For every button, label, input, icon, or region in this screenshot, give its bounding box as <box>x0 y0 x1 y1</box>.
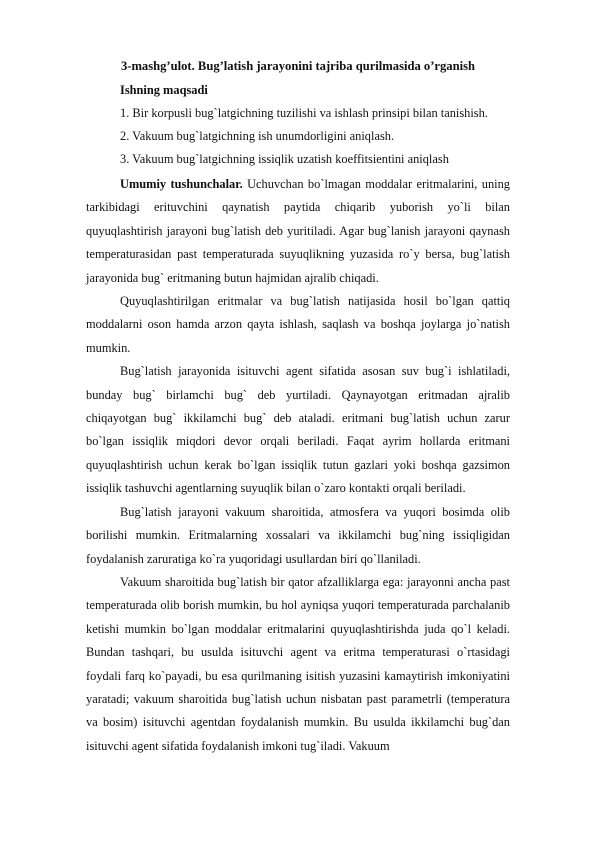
document-body <box>86 173 510 758</box>
concepts-lead: Umumiy tushunchalar. <box>120 177 243 191</box>
body-paragraph: Bug`latish jarayonida isituvchi agent sifatida asosan suv bug`i ishlatiladi, bunday bug` birlamchi bug` deb yurtiladi. Qaynayotgan eritmadan ajralib chiqayotgan bug` ikkilamchi bug` deb ataladi. eritmani bug`latish uchun zarur bo`lgan issiqlik miqdori devor orqali beriladi. Faqat ayrim hollarda eritmani quyuqlashtirish uchun kerak bo`lgan issiqlik tutun gazlari yoki boshqa gazsimon issiqlik tashuvchi agentlarning suyuqlik bilan o`zaro kontakti orqali beriladi. <box>86 364 510 496</box>
goal-item: 1. Bir korpusli bug`latgichning tuzilishi va ishlash prinsipi bilan tanishish. <box>120 106 488 120</box>
body-paragraph <box>86 173 510 290</box>
goal-item: 3. Vakuum bug`latgichning issiqlik uzatish koeffitsientini aniqlash <box>120 152 449 166</box>
body-paragraph: Bug`latish jarayoni vakuum sharoitida, atmosfera va yuqori bosimda olib borilishi mumkin. Eritmalarning xossalari va ikkilamchi bug`ning issiqligidan foydalanish zaruratiga ko`ra yuqoridagi usullardan biri qo`llaniladi. <box>86 504 510 566</box>
page-title: 3-mashg’ulot. Bug’latish jarayonini tajriba qurilmasida o’rganish <box>120 59 476 73</box>
body-paragraph: Quyuqlashtirilgan eritmalar va bug`latish natijasida hosil bo`lgan qattiq moddalarni oson hamda arzon qayta ishlash, saqlash va boshqa joylarga jo`natish mumkin. <box>86 294 510 355</box>
goal-item: 2. Vakuum bug`latgichning ish unumdorligini aniqlash. <box>120 129 395 143</box>
body-paragraph: Vakuum sharoitida bug`latish bir qator afzalliklarga ega: jarayonni ancha past temperaturada olib borish mumkin, bu hol ayniqsa yuqori temperaturada parchalanib ketishi mumkin bo`lgan moddalar eritmalarini quyuqlashtirishda juda qo`l keladi. Bundan tashqari, bu usulda isituvchi agent va eritma temperaturasi o`rtasidagi foydali farq ko`payadi, bu esa qurilmaning isitish yuzasini kamaytirish imkoniyatini yaratadi; vakuum sharoitida bug`latish uchun nisbatan past parametrli (temperatura va bosim) isituvchi agentdan foydalanish mumkin. Bu usulda ikkilamchi bug`dan isituvchi agent sifatida foydalanish imkoni tug`iladi. Vakuum <box>86 574 510 753</box>
paragraph-text: Uchuvchan bo`lmagan moddalar eritmalarini, uning tarkibidagi erituvchini qaynatish paytida chiqarib yuborish yo`li bilan quyuqlashtirish jarayoni bug`latish deb yuritiladi. Agar bug`lanish jarayoni qaynash temperaturasidan past temperaturada suyuqlikning yuzasida ro`y bersa, bug`latish jarayonida bug` eritmaning butun hajmidan ajralib chiqadi. <box>86 177 510 285</box>
section-heading: Ishning maqsadi <box>120 83 208 97</box>
